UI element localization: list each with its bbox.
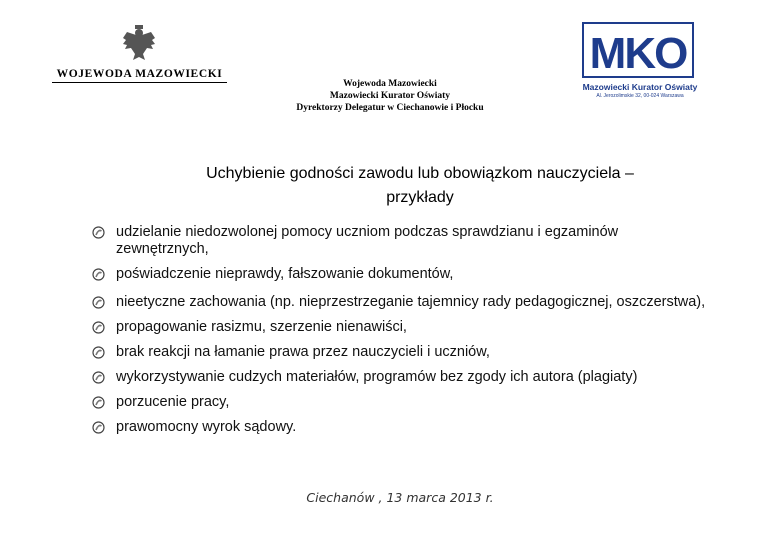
list-item [90,419,710,436]
circle-swirl-bullet-icon [92,321,105,334]
circle-swirl-bullet-icon [92,421,105,434]
list-item-text: nieetyczne zachowania (np. nieprzestrzeganie tajemnicy rady pedagogicznej, oszczerstwa), [116,294,706,310]
mko-logo-address: Al. Jerozolimskie 32, 00-024 Warszawa [596,93,684,99]
list-item-text: wykorzystywanie cudzych materiałów, programów bez zgody ich autora (plagiaty) [116,369,638,385]
mko-logo-mark [584,24,692,76]
slide-title-line-2: przykłady [386,189,454,206]
list-item [90,266,710,283]
list-item [90,344,710,361]
wojewoda-logo [52,24,227,84]
mko-logo-frame [582,22,694,78]
circle-swirl-bullet-icon [92,396,105,409]
list-item [90,224,710,258]
circle-swirl-bullet-icon [92,226,105,239]
footer-date: Ciechanów , 13 marca 2013 r. [306,490,494,505]
slide-title [160,162,680,210]
logo-underline [52,82,227,83]
list-item-text: prawomocny wyrok sądowy. [116,419,297,435]
list-item [90,294,710,311]
list-item [90,319,710,336]
wojewoda-logo-text: WOJEWODA MAZOWIECKI [56,68,223,80]
mko-mark-text: MKO [589,29,687,76]
examples-list [90,224,710,436]
list-item [90,369,710,386]
eagle-emblem-icon [121,24,157,64]
circle-swirl-bullet-icon [92,371,105,384]
circle-swirl-bullet-icon [92,346,105,359]
header-line-2: Mazowiecki Kurator Oświaty [329,91,451,101]
list-item-text: propagowanie rasizmu, szerzenie nienawiści, [116,319,407,335]
mko-logo-caption: Mazowiecki Kurator Oświaty [582,82,698,92]
list-item-text: brak reakcji na łamanie prawa przez nauczycieli i uczniów, [116,344,490,360]
list-item [90,394,710,411]
mko-logo [578,20,702,102]
list-item-text: poświadczenie nieprawdy, fałszowanie dokumentów, [116,266,454,282]
header-line-3: Dyrektorzy Delegatur w Ciechanowie i Płocku [296,103,484,113]
circle-swirl-bullet-icon [92,268,105,281]
circle-swirl-bullet-icon [92,296,105,309]
list-item-text: udzielanie niedozwolonej pomocy uczniom podczas sprawdzianu i egzaminów zewnętrznych, [116,224,619,257]
header-line-1: Wojewoda Mazowiecki [343,79,437,89]
header-block [270,78,510,114]
slide-title-line-1: Uchybienie godności zawodu lub obowiązkom nauczyciela – [206,165,634,182]
list-item-text: porzucenie pracy, [116,394,230,410]
